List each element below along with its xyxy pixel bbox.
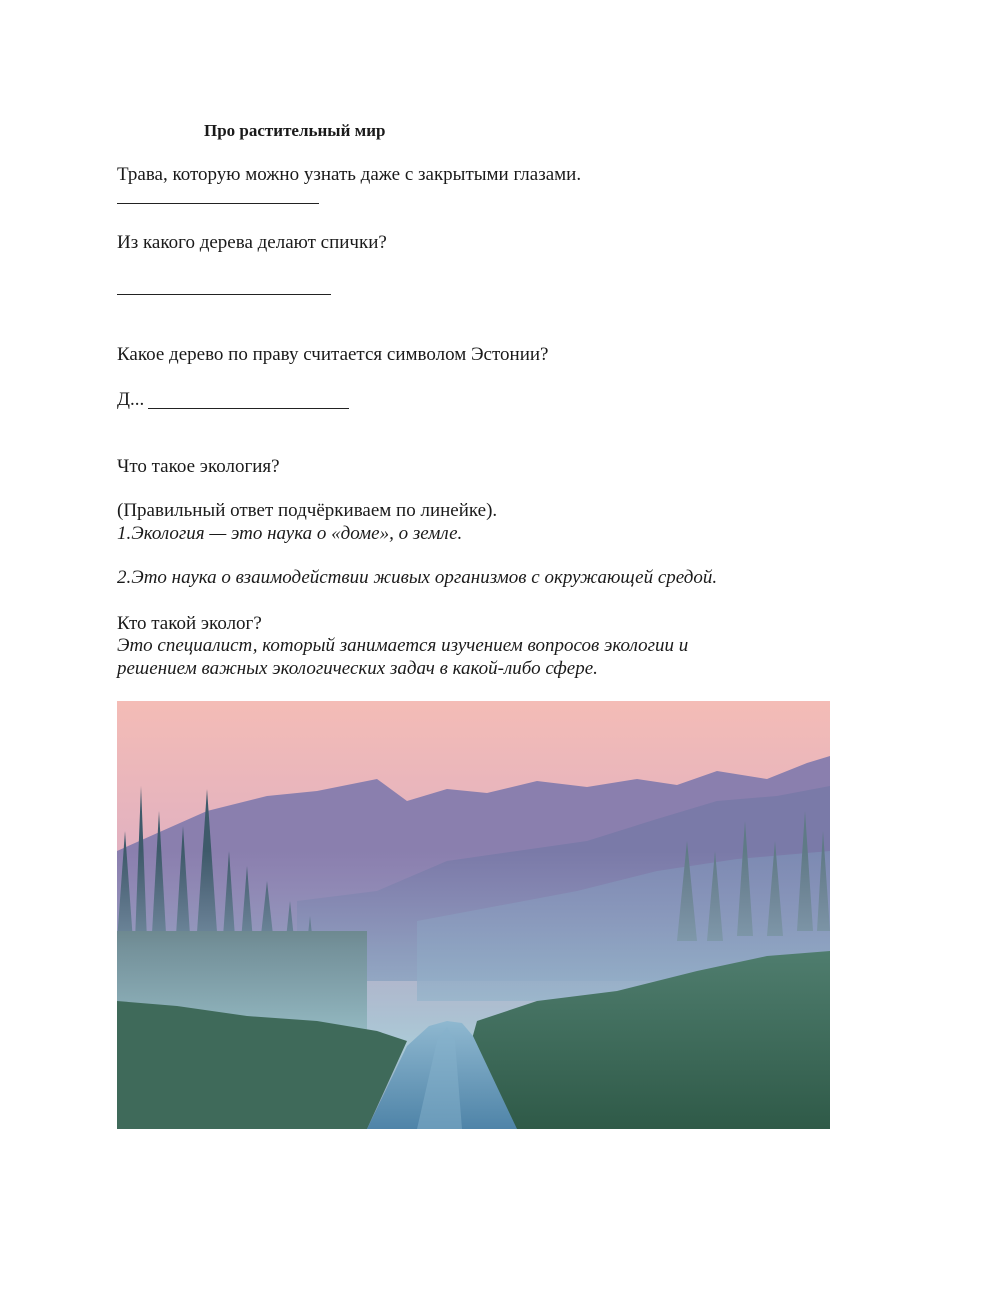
question-1: Трава, которую можно узнать даже с закрытыми глазами. (117, 164, 582, 185)
answer-line-3[interactable] (148, 408, 349, 409)
question-2: Из какого дерева делают спички? (117, 232, 387, 253)
question-4-option-1[interactable]: 1.Экология — это наука о «доме», о земле. (117, 523, 463, 544)
answer-5-line-1: Это специалист, который занимается изучением вопросов экологии и (117, 635, 689, 656)
answer-line-1[interactable] (117, 203, 319, 204)
question-4: Что такое экология? (117, 456, 280, 477)
question-4-option-2[interactable]: 2.Это наука о взаимодействии живых организмов с окружающей средой. (117, 567, 718, 588)
question-5: Кто такой эколог? (117, 613, 262, 634)
answer-line-2[interactable] (117, 294, 331, 295)
question-3: Какое дерево по праву считается символом Эстонии? (117, 344, 549, 365)
question-4-instruction: (Правильный ответ подчёркиваем по линейке). (117, 500, 498, 521)
misty-forest-road-photo (117, 701, 830, 1129)
page-title: Про растительный мир (204, 121, 386, 140)
answer-prefix-3: Д... (117, 389, 145, 410)
answer-5-line-2: решением важных экологических задач в какой-либо сфере. (117, 658, 598, 679)
